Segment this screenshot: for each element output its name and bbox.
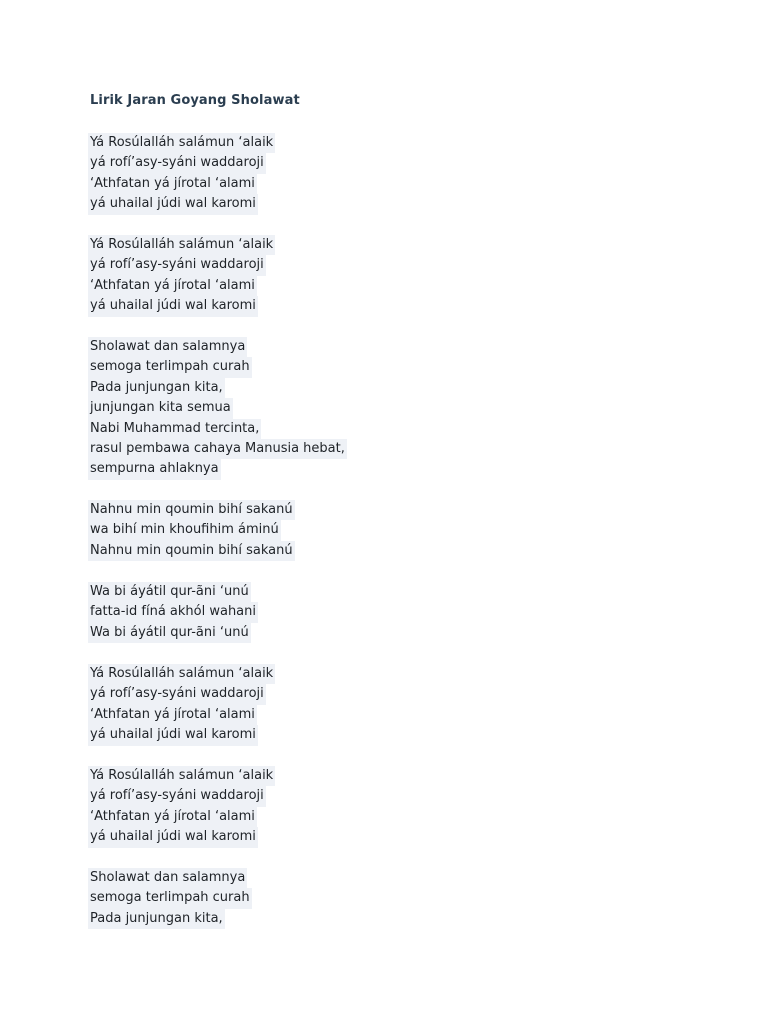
lyric-line: yá uhailal júdi wal karomi <box>88 296 258 316</box>
lyric-line: ‘Athfatan yá jírotal ‘alami <box>88 705 257 725</box>
lyric-line: sempurna ahlaknya <box>88 459 221 479</box>
lyric-line: yá uhailal júdi wal karomi <box>88 725 258 745</box>
lyric-line: wa bihí min khoufihim áminú <box>88 520 281 540</box>
stanza <box>88 235 275 317</box>
lyric-line: ‘Athfatan yá jírotal ‘alami <box>88 276 257 296</box>
lyric-line: yá rofí’asy-syáni waddaroji <box>88 255 266 275</box>
lyric-line: Nahnu min qoumin bihí sakanú <box>88 541 295 561</box>
lyric-line: Yá Rosúlalláh salámun ‘alaik <box>88 766 275 786</box>
lyric-line: yá uhailal júdi wal karomi <box>88 194 258 214</box>
lyric-line: yá rofí’asy-syáni waddaroji <box>88 786 266 806</box>
lyric-line: Sholawat dan salamnya <box>88 868 247 888</box>
lyric-line: semoga terlimpah curah <box>88 888 252 908</box>
lyric-line: ‘Athfatan yá jírotal ‘alami <box>88 807 257 827</box>
lyric-line: rasul pembawa cahaya Manusia hebat, <box>88 439 347 459</box>
lyric-line: Yá Rosúlalláh salámun ‘alaik <box>88 664 275 684</box>
lyric-line: Wa bi áyátil qur-ãni ‘unú <box>88 623 251 643</box>
lyric-line: Nabi Muhammad tercinta, <box>88 419 261 439</box>
lyric-line: ‘Athfatan yá jírotal ‘alami <box>88 174 257 194</box>
stanza <box>88 582 258 643</box>
lyric-line: Yá Rosúlalláh salámun ‘alaik <box>88 133 275 153</box>
lyric-line: Nahnu min qoumin bihí sakanú <box>88 500 295 520</box>
lyric-line: Yá Rosúlalláh salámun ‘alaik <box>88 235 275 255</box>
stanza <box>88 664 275 746</box>
stanza <box>88 868 252 929</box>
lyric-line: yá rofí’asy-syáni waddaroji <box>88 684 266 704</box>
stanza <box>88 337 347 480</box>
lyric-line: yá uhailal júdi wal karomi <box>88 827 258 847</box>
lyric-line: Wa bi áyátil qur-ãni ‘unú <box>88 582 251 602</box>
lyric-line: junjungan kita semua <box>88 398 233 418</box>
lyric-line: Pada junjungan kita, <box>88 909 225 929</box>
lyric-line: Sholawat dan salamnya <box>88 337 247 357</box>
stanza <box>88 500 295 561</box>
stanza <box>88 133 275 215</box>
lyric-line: yá rofí’asy-syáni waddaroji <box>88 153 266 173</box>
lyric-line: semoga terlimpah curah <box>88 357 252 377</box>
document-title: Lirik Jaran Goyang Sholawat <box>90 93 300 108</box>
stanza <box>88 766 275 848</box>
lyric-line: Pada junjungan kita, <box>88 378 225 398</box>
lyric-line: fatta-id fíná akhól wahani <box>88 602 258 622</box>
